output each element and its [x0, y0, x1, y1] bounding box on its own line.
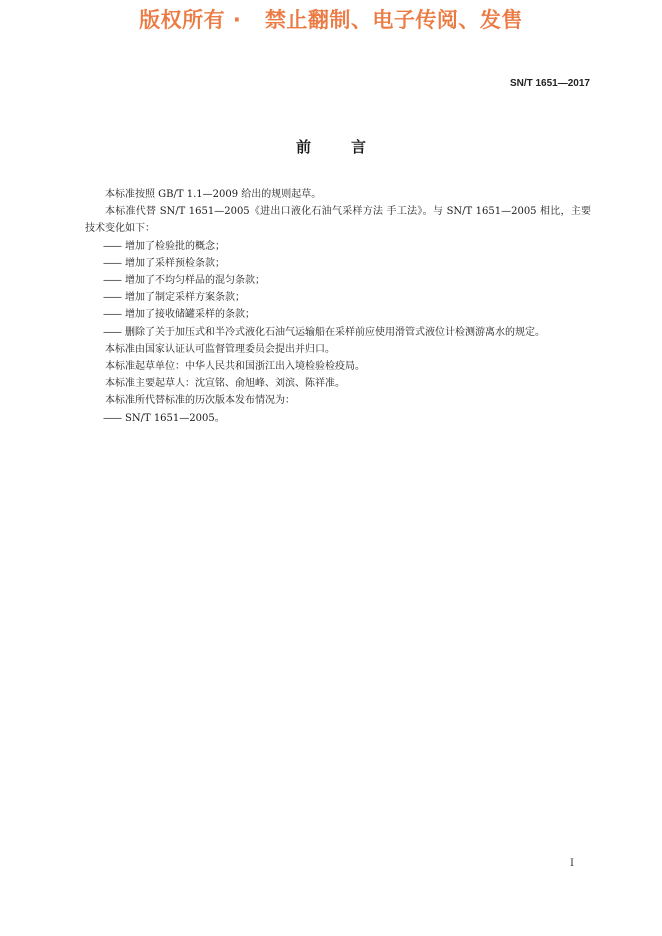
change-item [85, 238, 591, 255]
page-number: I [570, 858, 574, 869]
dash-marker: —— [103, 257, 121, 269]
paragraph-drafting-rules: 本标准按照 GB/T 1.1—2009 给出的规则起草。 [105, 189, 322, 200]
change-item-text: 增加了不均匀样品的混匀条款； [125, 275, 265, 287]
dash-marker: —— [103, 326, 121, 338]
paragraph-drafting-unit: 本标准起草单位：中华人民共和国浙江出入境检验检疫局。 [105, 361, 365, 373]
copyright-watermark: 版权所有 · 禁止翻制、电子传阅、发售 [139, 8, 523, 32]
change-item-text: 增加了检验批的概念； [125, 240, 225, 252]
paragraph-replacement: 本标准代替 SN/T 1651—2005《进出口液化石油气采样方法 手工法》。与 SN/T 1651—2005 相比，主要技术变化如下： [85, 206, 591, 235]
paragraph-proposer: 本标准由国家认证认可监督管理委员会提出并归口。 [105, 343, 335, 355]
dash-marker: —— [103, 240, 121, 252]
history-item [85, 410, 591, 427]
dash-marker: —— [103, 309, 121, 321]
change-item-text: 增加了接收储罐采样的条款； [125, 309, 255, 321]
change-item [85, 289, 591, 306]
change-item [85, 272, 591, 289]
standard-code: SN/T 1651—2017 [509, 78, 590, 89]
paragraph-history: 本标准所代替标准的历次版本发布情况为： [105, 395, 295, 407]
change-item [85, 255, 591, 272]
section-heading: 前言 [295, 138, 406, 156]
change-item-text: 删除了关于加压式和半冷式液化石油气运输船在采样前应使用滑管式液位计检测游离水的规定。 [125, 326, 545, 338]
change-item [85, 306, 591, 323]
dash-marker: —— [103, 275, 121, 287]
change-item [85, 324, 591, 341]
dash-marker: —— [103, 412, 121, 424]
change-item-text: 增加了制定采样方案条款； [125, 292, 245, 304]
history-item-text: SN/T 1651—2005。 [125, 412, 225, 424]
dash-marker: —— [103, 292, 121, 304]
change-item-text: 增加了采样预检条款； [125, 257, 225, 269]
foreword-body [85, 186, 591, 427]
paragraph-drafters: 本标准主要起草人：沈宣铭、俞旭峰、刘滨、陈祥准。 [105, 378, 345, 390]
